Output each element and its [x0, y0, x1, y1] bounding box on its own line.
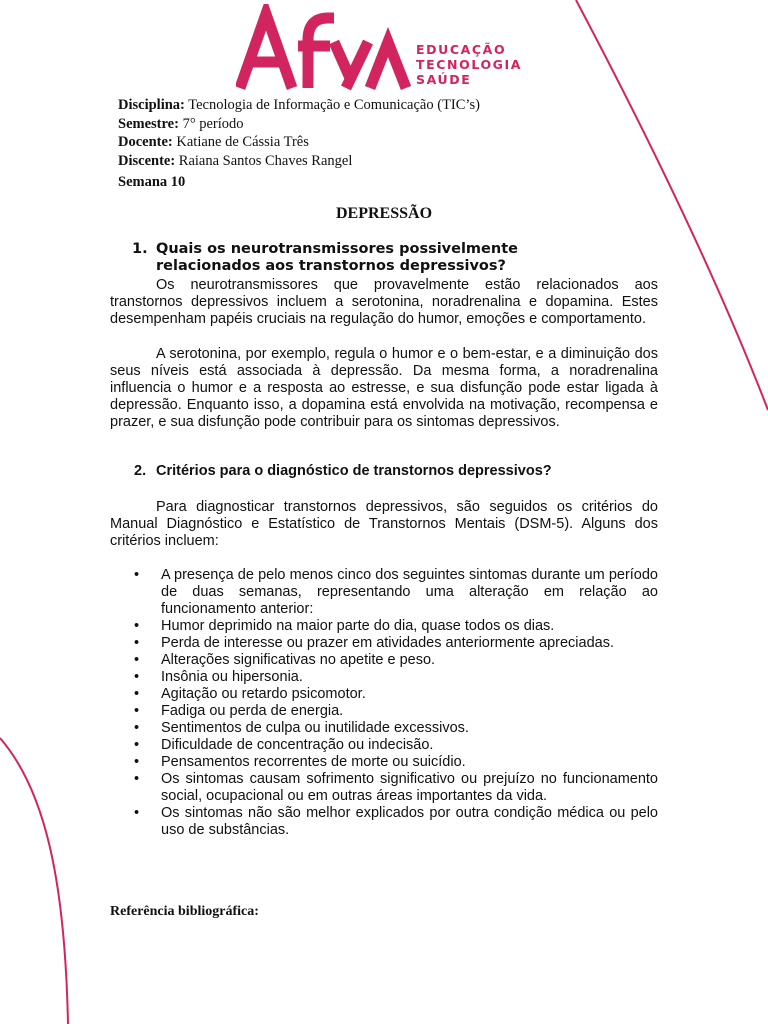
- discente-value: Raiana Santos Chaves Rangel: [175, 152, 353, 169]
- reference-heading: Referência bibliográfica:: [110, 904, 259, 919]
- list-item: [134, 805, 658, 839]
- list-item-text: Pensamentos recorrentes de morte ou suicídio.: [161, 754, 466, 770]
- discente-row: [118, 152, 480, 171]
- semestre-label: Semestre:: [118, 115, 179, 132]
- list-item-text: A presença de pelo menos cinco dos seguintes sintomas durante um período de duas semanas, representando uma alteração em relação ao funcionamento anterior:: [161, 567, 658, 617]
- list-item-text: Insônia ou hipersonia.: [161, 669, 303, 685]
- answer-1-paragraph-1: [110, 277, 658, 328]
- bullet-icon: •: [134, 635, 140, 651]
- list-item: [134, 635, 658, 652]
- question-number: 1.: [132, 241, 148, 257]
- tagline-line: EDUCAÇÃO: [416, 42, 507, 57]
- bullet-icon: •: [134, 771, 140, 787]
- list-item: [134, 652, 658, 669]
- afya-wordmark-icon: [236, 4, 411, 94]
- bullet-icon: •: [134, 703, 140, 719]
- docente-row: [118, 133, 480, 152]
- list-item: [134, 703, 658, 720]
- question-text: Critérios para o diagnóstico de transtornos depressivos?: [156, 463, 552, 479]
- semestre-value: 7° período: [178, 115, 244, 132]
- list-item-text: Agitação ou retardo psicomotor.: [161, 686, 366, 702]
- bullet-icon: •: [134, 618, 140, 634]
- list-item: [134, 737, 658, 754]
- list-item: [134, 771, 658, 805]
- list-item-text: Fadiga ou perda de energia.: [161, 703, 344, 719]
- paragraph: Os neurotransmissores que provavelmente estão relacionados aos transtornos depressivos incluem a serotonina, noradrenalina e dopamina. Estes desempenham papéis cruciais na regulação do humor, emoções e comportamento.: [110, 277, 658, 327]
- bullet-icon: •: [134, 805, 140, 821]
- discente-label: Discente:: [118, 152, 176, 169]
- list-item-text: Os sintomas não são melhor explicados por outra condição médica ou pelo uso de substâncias.: [161, 805, 658, 838]
- bullet-icon: •: [134, 567, 140, 583]
- paragraph: A serotonina, por exemplo, regula o humor e o bem-estar, e a diminuição dos seus níveis está associada à depressão. Da mesma forma, a noradrenalina influencia o humor e a resposta ao estresse, e sua disfunção pode estar ligada à depressão. Enquanto isso, a dopamina está envolvida na motivação, recompensa e prazer, e sua disfunção pode contribuir para os sintomas depressivos.: [110, 346, 658, 430]
- list-item: [134, 669, 658, 686]
- list-item: [134, 754, 658, 771]
- document-title: DEPRESSÃO: [335, 205, 433, 222]
- answer-2-intro: [110, 499, 658, 550]
- question-text: Quais os neurotransmissores possivelmente relacionados aos transtornos depressivos?: [156, 241, 518, 274]
- semestre-row: [118, 115, 480, 134]
- paragraph: Para diagnosticar transtornos depressivos, são seguidos os critérios do Manual Diagnóstico e Estatístico de Transtornos Mentais (DSM-5). Alguns dos critérios incluem:: [110, 499, 658, 549]
- tagline-line: TECNOLOGIA: [416, 57, 523, 72]
- question-2-heading: [134, 463, 674, 480]
- bullet-icon: •: [134, 737, 140, 753]
- list-item: [134, 720, 658, 737]
- list-item-text: Dificuldade de concentração ou indecisão.: [161, 737, 434, 753]
- bullet-icon: •: [134, 754, 140, 770]
- semana-label: Semana 10: [118, 174, 186, 190]
- docente-value: Katiane de Cássia Três: [172, 134, 309, 150]
- list-item: [134, 567, 658, 618]
- tagline-line: SAÚDE: [416, 72, 472, 87]
- logo-tagline: [416, 42, 522, 87]
- list-item-text: Sentimentos de culpa ou inutilidade excessivos.: [161, 720, 469, 736]
- list-item-text: Humor deprimido na maior parte do dia, quase todos os dias.: [161, 618, 555, 634]
- question-1-heading: [132, 241, 562, 275]
- list-item-text: Perda de interesse ou prazer em atividades anteriormente apreciadas.: [161, 635, 614, 651]
- list-item-text: Alterações significativas no apetite e peso.: [161, 652, 436, 668]
- bottom-left-arc: [0, 738, 68, 1024]
- disciplina-row: [118, 96, 480, 115]
- question-number: 2.: [134, 463, 147, 479]
- bullet-icon: •: [134, 720, 140, 736]
- bullet-icon: •: [134, 686, 140, 702]
- answer-1-paragraph-2: [110, 346, 658, 431]
- disciplina-label: Disciplina:: [118, 97, 185, 113]
- criteria-list: [134, 567, 658, 839]
- list-item: [134, 686, 658, 703]
- bullet-icon: •: [134, 669, 140, 685]
- list-item-text: Os sintomas causam sofrimento significativo ou prejuízo no funcionamento social, ocupacional ou em outras áreas importantes da vida.: [161, 771, 658, 804]
- document-header: [118, 96, 480, 192]
- afya-logo: [236, 4, 536, 94]
- bullet-icon: •: [134, 652, 140, 668]
- list-item: [134, 618, 658, 635]
- docente-label: Docente:: [118, 134, 173, 150]
- disciplina-value: Tecnologia de Informação e Comunicação (TIC’s): [184, 97, 480, 113]
